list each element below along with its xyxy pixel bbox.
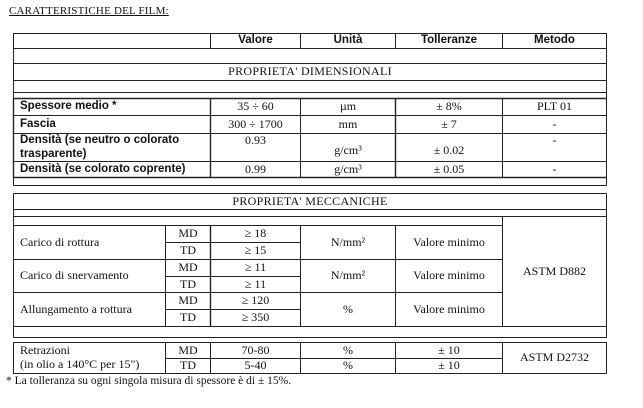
row-name-fascia: Fascia — [20, 117, 56, 130]
retrazioni-line2: (in olio a 140°C per 15") — [20, 357, 140, 371]
row-value-densita-coprente: 0.99 — [245, 161, 266, 176]
row-name-densita-trasparente: Densità (se neutro o colorato trasparente) — [20, 134, 180, 160]
row-name-carico-snervamento: Carico di snervamento — [20, 268, 129, 283]
md-label: MD — [178, 342, 198, 357]
row-name-allungamento: Allungamento a rottura — [20, 301, 132, 316]
row-unit-md-retrazioni: % — [343, 342, 353, 357]
row-name-densita-coprente: Densità (se colorato coprente) — [20, 162, 186, 175]
row-tolerance-spessore: ± 8% — [436, 99, 462, 114]
row-method-spessore: PLT 01 — [536, 99, 572, 114]
row-td-carico-rottura: ≥ 15 — [244, 243, 267, 258]
row-value-spessore: 35 ÷ 60 — [237, 99, 274, 114]
row-md-carico-rottura: ≥ 18 — [244, 226, 267, 241]
row-tolerance-densita-coprente: ± 0.05 — [433, 161, 465, 176]
row-td-retrazioni: 5-40 — [244, 358, 267, 373]
row-unit-fascia: mm — [338, 116, 358, 131]
row-value-fascia: 300 ÷ 1700 — [228, 116, 283, 131]
row-unit-allungamento: % — [343, 301, 353, 316]
shrinkage-method: ASTM D2732 — [519, 350, 589, 365]
row-unit-densita-trasparente: g/cm³ — [334, 142, 362, 157]
row-unit-spessore: µm — [339, 99, 357, 114]
row-tolerance-carico-snervamento: Valore minimo — [413, 268, 485, 283]
row-tolerance-allungamento: Valore minimo — [413, 301, 485, 316]
td-label: TD — [180, 243, 196, 258]
row-tolerance-densita-trasparente: ± 0.02 — [433, 142, 465, 157]
md-label: MD — [178, 226, 198, 241]
row-unit-td-retrazioni: % — [343, 358, 353, 373]
row-md-retrazioni: 70-80 — [241, 342, 270, 357]
row-tol-md-retrazioni: ± 10 — [438, 342, 460, 357]
row-name-spessore: Spessore medio * — [20, 100, 117, 113]
header-unita: Unità — [333, 34, 363, 47]
row-value-densita-trasparente: 0.93 — [245, 133, 266, 148]
row-unit-carico-rottura: N/mm² — [330, 234, 366, 249]
retrazioni-line1: Retrazioni — [20, 343, 70, 358]
row-md-allungamento: ≥ 120 — [241, 293, 270, 308]
row-method-fascia: - — [552, 116, 557, 131]
td-label: TD — [180, 358, 196, 373]
header-metodo: Metodo — [534, 34, 575, 47]
section-dimensional-title: PROPRIETA' DIMENSIONALI — [228, 64, 392, 79]
row-name-retrazioni — [14, 343, 165, 373]
row-name-carico-rottura: Carico di rottura — [20, 234, 100, 249]
td-label: TD — [180, 276, 196, 291]
row-tol-td-retrazioni: ± 10 — [438, 358, 460, 373]
row-unit-densita-coprente: g/cm³ — [334, 161, 362, 176]
mechanical-method: ASTM D882 — [522, 263, 586, 278]
row-td-carico-snervamento: ≥ 11 — [244, 276, 267, 291]
row-tolerance-carico-rottura: Valore minimo — [413, 234, 485, 249]
md-label: MD — [178, 260, 198, 275]
row-method-densita-trasparente: - — [552, 133, 557, 148]
row-unit-carico-snervamento: N/mm² — [330, 268, 366, 283]
footnote: * La tolleranza su ogni singola misura di spessore è di ± 15%. — [6, 375, 292, 387]
row-td-allungamento: ≥ 350 — [241, 310, 270, 325]
header-tolleranze: Tolleranze — [420, 34, 478, 47]
row-method-densita-coprente: - — [552, 161, 557, 176]
section-mechanical-title: PROPRIETA' MECCANICHE — [232, 193, 388, 208]
md-label: MD — [178, 293, 198, 308]
row-md-carico-snervamento: ≥ 11 — [244, 260, 267, 275]
row-tolerance-fascia: ± 7 — [441, 116, 457, 131]
document-title: CARATTERISTICHE DEL FILM: — [9, 5, 169, 17]
header-valore: Valore — [238, 34, 273, 47]
td-label: TD — [180, 310, 196, 325]
